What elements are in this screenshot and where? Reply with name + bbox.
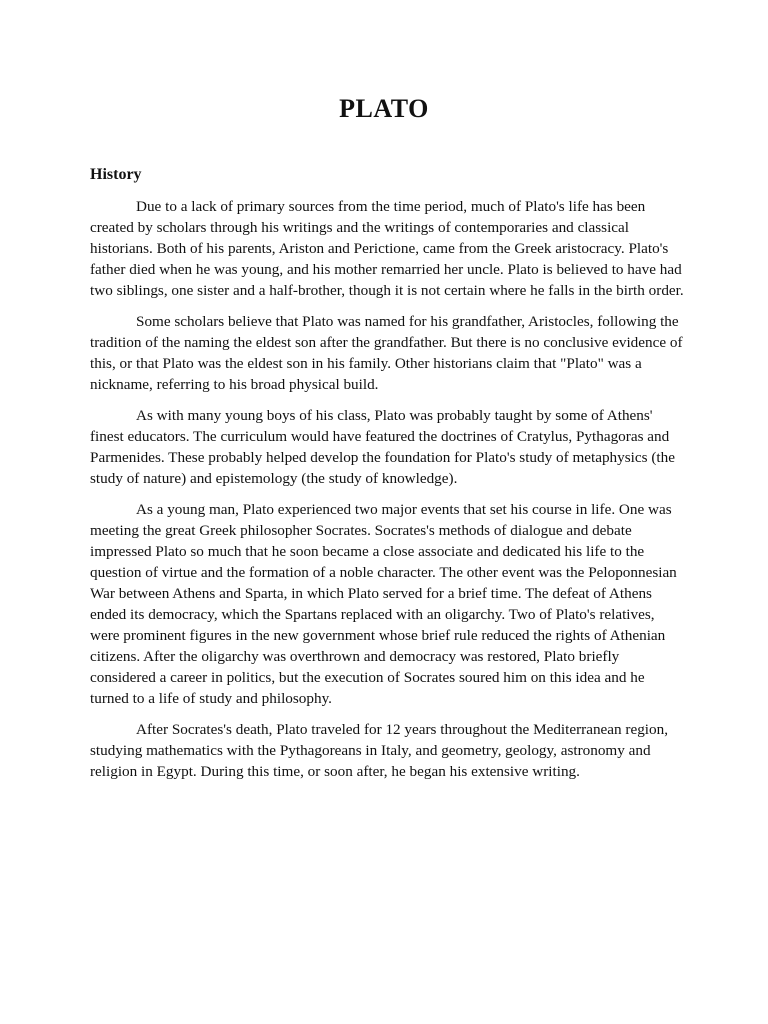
section-body — [90, 196, 686, 792]
paragraph-1: Due to a lack of primary sources from the time period, much of Plato's life has been created by scholars through his writings and the writings of contemporaries and classical historians. Both of his parents, Ariston and Perictione, came from the Greek aristocracy. Plato's father died when he was young, and his mother remarried her uncle. Plato is believed to have had two siblings, one sister and a half-brother, though it is not certain where he falls in the birth order. — [90, 198, 684, 299]
paragraph-2: Some scholars believe that Plato was named for his grandfather, Aristocles, following the tradition of the naming the eldest son after the grandfather. But there is no conclusive evidence of this, or that Plato was the eldest son in his family. Other historians claim that "Plato" was a nickname, referring to his broad physical build. — [90, 313, 683, 393]
paragraph-3: As with many young boys of his class, Plato was probably taught by some of Athens' finest educators. The curriculum would have featured the doctrines of Cratylus, Pythagoras and Parmenides. These probably helped develop the foundation for Plato's study of metaphysics (the study of nature) and epistemology (the study of knowledge). — [90, 407, 675, 487]
paragraph-4: As a young man, Plato experienced two major events that set his course in life. One was meeting the great Greek philosopher Socrates. Socrates's methods of dialogue and debate impressed Plato so much that he soon became a close associate and dedicated his life to the question of virtue and the formation of a noble character. The other event was the Peloponnesian War between Athens and Sparta, in which Plato served for a brief time. The defeat of Athens ended its democracy, which the Spartans replaced with an oligarchy. Two of Plato's relatives, were prominent figures in the new government whose brief rule reduced the rights of Athenian citizens. After the oligarchy was overthrown and democracy was restored, Plato briefly considered a career in politics, but the execution of Socrates soured him on this idea and he turned to a life of study and philosophy. — [90, 501, 677, 707]
document-title: PLATO — [339, 94, 429, 123]
section-heading: History — [90, 166, 142, 183]
paragraph-5: After Socrates's death, Plato traveled for 12 years throughout the Mediterranean region, studying mathematics with the Pythagoreans in Italy, and geometry, geology, astronomy and religion in Egypt. During this time, or soon after, he began his extensive writing. — [90, 721, 669, 780]
